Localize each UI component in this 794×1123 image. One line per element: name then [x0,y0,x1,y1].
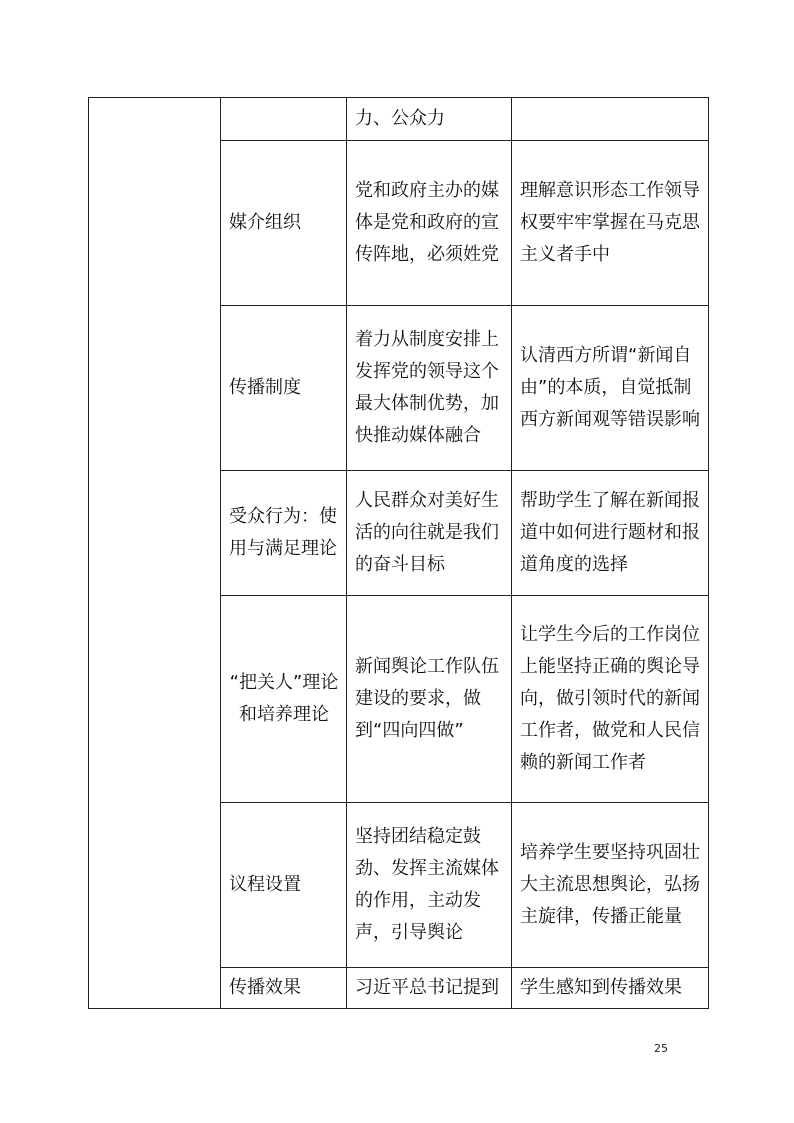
goal-cell: 理解意识形态工作领导权要牢牢掌握在马克思主义者手中 [512,141,709,306]
goal-cell: 培养学生要坚持巩固壮大主流思想舆论，弘扬主旋律，传播正能量 [512,803,709,968]
goal-cell [512,98,709,141]
goal-cell: 认清西方所谓“新闻自由”的本质，自觉抵制西方新闻观等错误影响 [512,306,709,471]
theory-cell: 受众行为：使用与满足理论 [221,471,347,596]
goal-cell: 学生感知到传播效果 [512,968,709,1009]
content-cell: 着力从制度安排上发挥党的领导这个最大体制优势，加快推动媒体融合 [347,306,512,471]
content-cell: 党和政府主办的媒体是党和政府的宣传阵地，必须姓党 [347,141,512,306]
table-row [89,98,709,141]
content-cell: 人民群众对美好生活的向往就是我们的奋斗目标 [347,471,512,596]
content-cell: 新闻舆论工作队伍建设的要求，做到“四向四做” [347,596,512,803]
theory-cell [221,98,347,141]
goal-cell: 让学生今后的工作岗位上能坚持正确的舆论导向，做引领时代的新闻工作者，做党和人民信赖的新闻工作者 [512,596,709,803]
goal-cell: 帮助学生了解在新闻报道中如何进行题材和报道角度的选择 [512,471,709,596]
content-cell: 力、公众力 [347,98,512,141]
theory-cell: 媒介组织 [221,141,347,306]
merged-left-cell [89,98,221,1009]
content-cell: 习近平总书记提到 [347,968,512,1009]
page-number: 25 [654,1042,668,1055]
content-cell: 坚持团结稳定鼓劲、发挥主流媒体的作用，主动发声，引导舆论 [347,803,512,968]
theory-cell: 议程设置 [221,803,347,968]
course-table [88,97,709,1009]
theory-cell: 传播效果 [221,968,347,1009]
theory-cell: 传播制度 [221,306,347,471]
theory-cell: “把关人”理论和培养理论 [221,596,347,803]
